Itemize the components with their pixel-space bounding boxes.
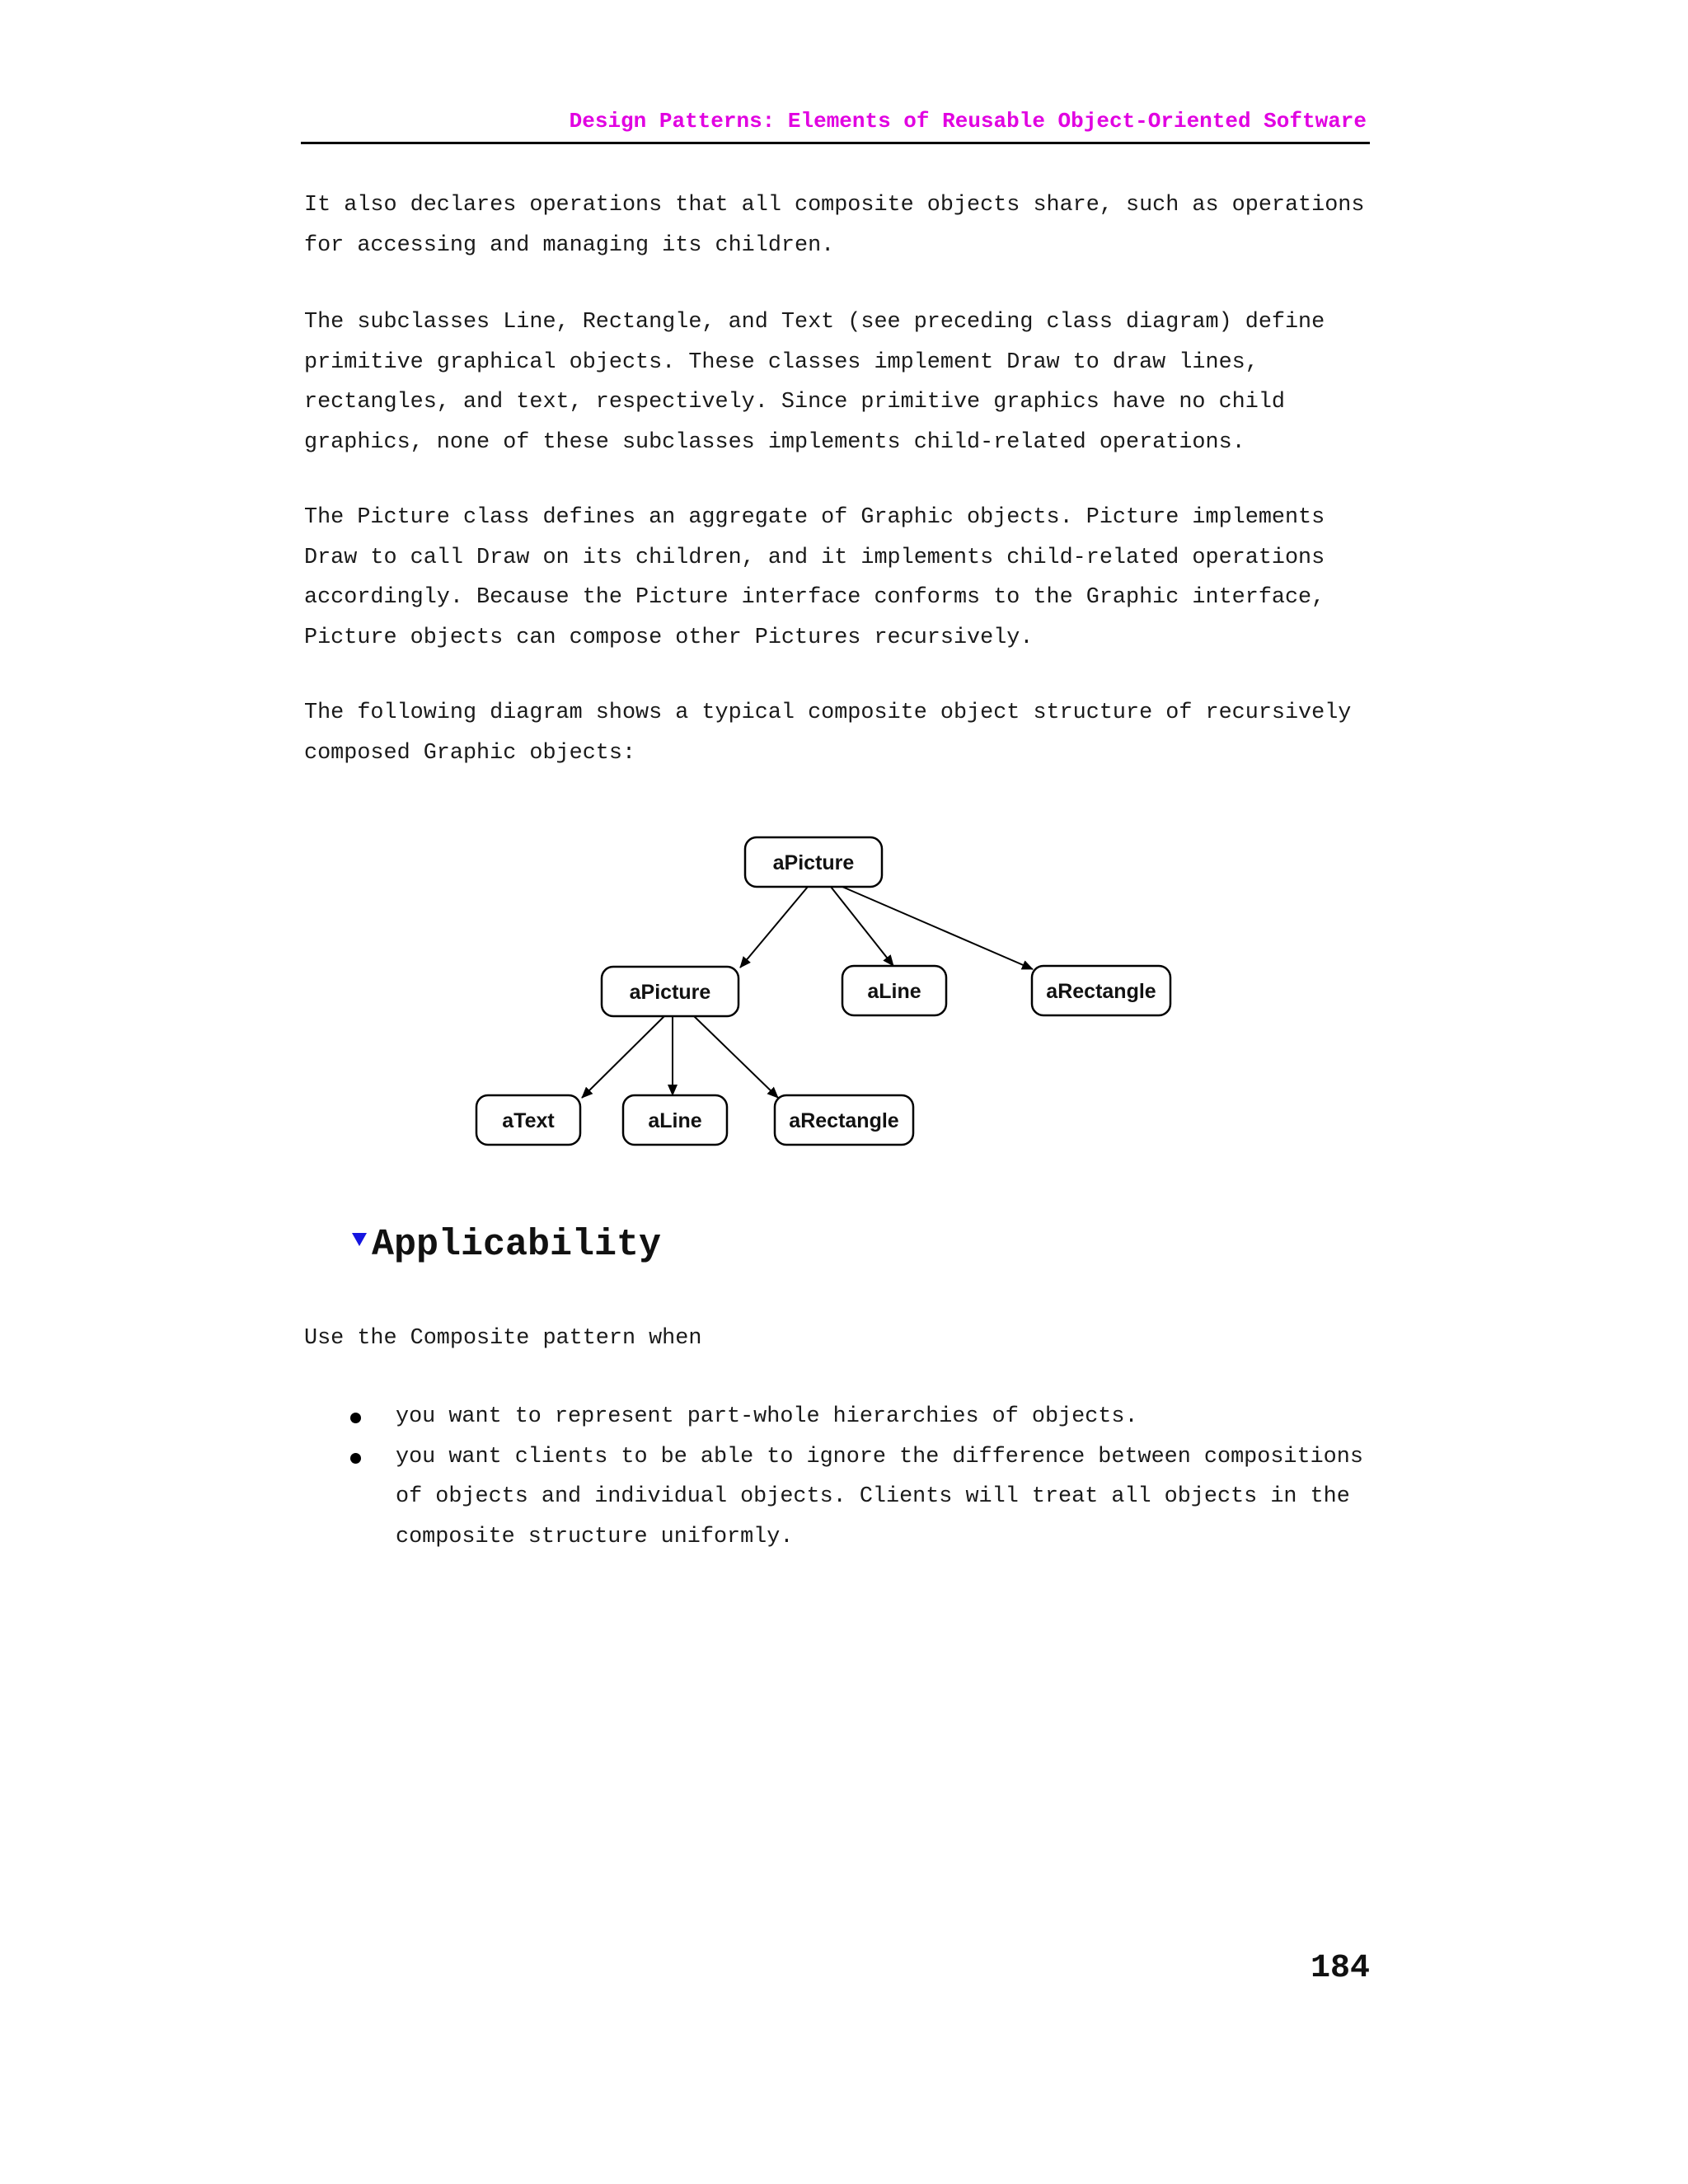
svg-text:aRectangle: aRectangle <box>789 1109 899 1132</box>
paragraph-composite-operations: It also declares operations that all composite objects share, such as operations for accessing and managing its children. <box>304 193 1365 258</box>
node-root-picture <box>745 837 882 887</box>
node-child-picture <box>602 967 738 1016</box>
edge-root-to-line <box>831 887 893 966</box>
svg-text:aPicture: aPicture <box>772 851 855 874</box>
node-child-line <box>842 966 946 1015</box>
applicability-heading <box>350 1224 661 1273</box>
svg-text:aText: aText <box>502 1109 555 1132</box>
edge-root-to-picture <box>740 887 808 968</box>
list-item <box>346 1397 1376 1437</box>
bullet-text: you want to represent part-whole hierarchies of objects. <box>396 1404 1138 1429</box>
page-number: 184 <box>1310 1950 1370 1987</box>
edge-picture-to-rectangle <box>694 1016 778 1098</box>
svg-text:aPicture: aPicture <box>629 981 711 1004</box>
node-leaf-rectangle <box>775 1095 913 1145</box>
book-title: Design Patterns: Elements of Reusable Object-Oriented Software <box>569 109 1367 134</box>
node-leaf-line <box>623 1095 727 1145</box>
running-header <box>301 109 1370 144</box>
svg-text:aLine: aLine <box>867 980 921 1003</box>
paragraph-primitive-subclasses: The subclasses Line, Rectangle, and Text (see preceding class diagram) define primitive graphical objects. These classes implement Draw to draw lines, rectangles, and text, respectively. Since primitive graphics have no child graphics, none of these subclasses implements child-related operations. <box>304 310 1325 455</box>
bullet-icon <box>350 1413 361 1423</box>
edge-picture-to-text <box>582 1016 664 1098</box>
svg-text:aLine: aLine <box>648 1109 702 1132</box>
node-child-rectangle <box>1032 966 1170 1015</box>
svg-text:aRectangle: aRectangle <box>1046 980 1156 1003</box>
applicability-bullet-list <box>346 1397 1376 1557</box>
blue-triangle-down-icon[interactable] <box>350 1230 368 1249</box>
paragraph-picture-class: The Picture class defines an aggregate of Graphic objects. Picture implements Draw to call Draw on its children, and it implements child-related operations accordingly. Because the Picture interface conforms to the Graphic interface, Picture objects can compose other Pictures recursively. <box>304 505 1325 650</box>
bullet-icon <box>350 1453 361 1464</box>
paragraph-diagram-intro: The following diagram shows a typical composite object structure of recursively composed Graphic objects: <box>304 701 1352 766</box>
node-leaf-text <box>476 1095 580 1145</box>
applicability-intro: Use the Composite pattern when <box>304 1326 702 1351</box>
composite-object-structure-diagram <box>470 824 1195 1162</box>
list-item <box>346 1437 1376 1558</box>
bullet-text: you want clients to be able to ignore the difference between compositions of objects and individual objects. Clients will treat all objects in the composite structure uniformly. <box>396 1444 1363 1549</box>
edge-root-to-rectangle <box>842 887 1033 969</box>
applicability-heading-text: Applicability <box>372 1224 662 1266</box>
